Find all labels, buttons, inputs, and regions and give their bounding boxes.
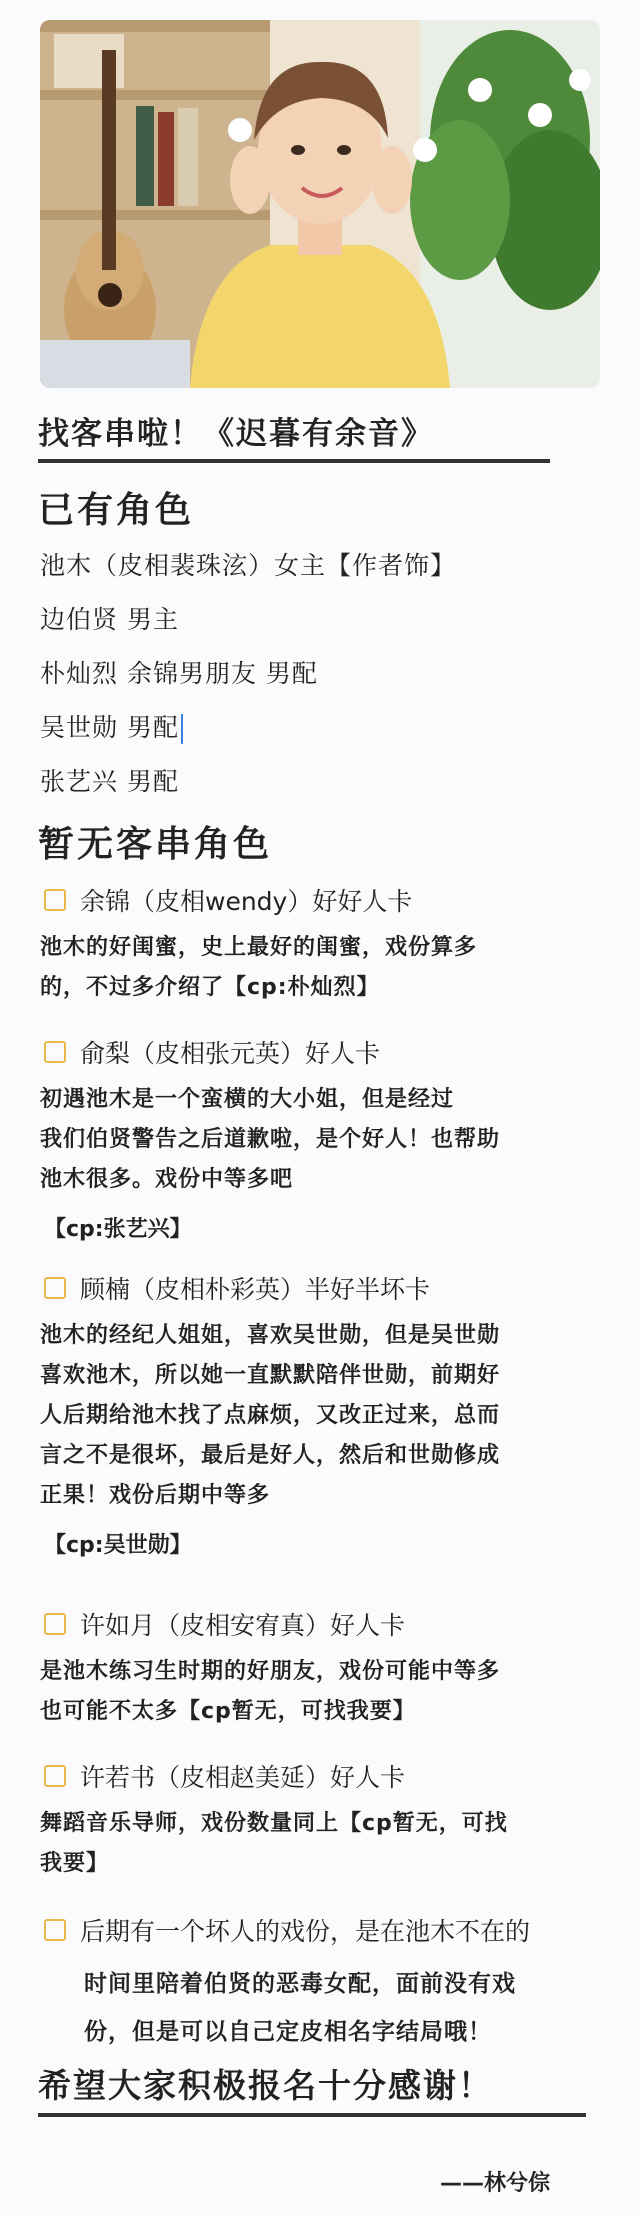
role-description (84, 1960, 604, 2056)
checkbox[interactable] (44, 1919, 66, 1941)
existing-role-line (40, 708, 183, 744)
desc-line: 言之不是很坏，最后是好人，然后和世勋修成 (40, 1443, 501, 1468)
existing-role-line: 朴灿烈 余锦男朋友 男配 (40, 659, 318, 688)
role-label: 顾楠（皮相朴彩英）半好半坏卡 (80, 1275, 431, 1304)
desc-line: 池木的好闺蜜，史上最好的闺蜜，戏份算多 (40, 935, 478, 960)
desc-line: 时间里陪着伯贤的恶毒女配，面前没有戏 (84, 1971, 516, 1997)
page-title: 找客串啦！《迟暮有余音》 (38, 408, 550, 463)
role-description (40, 1652, 600, 1732)
closing-message: 希望大家积极报名十分感谢！ (38, 2060, 586, 2117)
cover-photo (40, 20, 600, 388)
desc-line: 我们伯贤警告之后道歉啦，是个好人！也帮助 (40, 1127, 501, 1152)
desc-line: 初遇池木是一个蛮横的大小姐，但是经过 (40, 1087, 455, 1112)
desc-line: 正果！戏份后期中等多 (40, 1483, 271, 1508)
role-option[interactable] (44, 1606, 405, 1642)
existing-role-line: 边伯贤 男主 (40, 605, 179, 634)
role-label: 后期有一个坏人的戏份，是在池木不在的 (80, 1917, 531, 1946)
cp-note: 【cp:吴世勋】 (44, 1533, 192, 1558)
desc-line: 也可能不太多【cp暂无，可找我要】 (40, 1699, 416, 1724)
checkbox[interactable] (44, 1613, 66, 1635)
role-description (40, 1080, 600, 1200)
desc-line: 的，不过多介绍了【cp:朴灿烈】 (40, 975, 380, 1000)
checkbox[interactable] (44, 889, 66, 911)
desc-line: 我要】 (40, 1851, 110, 1876)
role-label: 许如月（皮相安宥真）好人卡 (80, 1611, 406, 1640)
desc-line: 喜欢池木，所以她一直默默陪伴世勋，前期好 (40, 1363, 501, 1388)
checkbox[interactable] (44, 1277, 66, 1299)
desc-line: 舞蹈音乐导师，戏份数量同上【cp暂无，可找 (40, 1811, 508, 1836)
cp-note: 【cp:张艺兴】 (44, 1217, 192, 1242)
checkbox[interactable] (44, 1041, 66, 1063)
role-description (40, 928, 600, 1008)
cover-illustration (40, 20, 600, 388)
desc-line: 是池木练习生时期的好朋友，戏份可能中等多 (40, 1659, 501, 1684)
role-option[interactable] (44, 1270, 430, 1306)
role-option[interactable] (44, 1034, 380, 1070)
checkbox[interactable] (44, 1765, 66, 1787)
existing-roles-heading: 已有角色 (38, 490, 195, 531)
signature: ——林兮倧 (440, 2171, 551, 2196)
role-label: 许若书（皮相赵美延）好人卡 (80, 1763, 406, 1792)
open-roles-heading: 暂无客串角色 (38, 824, 273, 865)
text-cursor (181, 714, 183, 744)
role-option[interactable] (44, 1912, 530, 1948)
existing-role-line: 池木（皮相裴珠泫）女主【作者饰】 (40, 551, 457, 580)
role-label: 余锦（皮相wendy）好好人卡 (80, 887, 413, 916)
role-description (40, 1804, 600, 1884)
role-option[interactable] (44, 1758, 405, 1794)
role-description (40, 1316, 600, 1516)
role-option[interactable] (44, 882, 412, 918)
desc-line: 池木很多。戏份中等多吧 (40, 1167, 294, 1192)
desc-line: 份，但是可以自己定皮相名字结局哦！ (84, 2019, 492, 2045)
existing-role-text: 吴世勋 男配 (40, 713, 179, 742)
role-label: 俞梨（皮相张元英）好人卡 (80, 1039, 381, 1068)
desc-line: 人后期给池木找了点麻烦，又改正过来，总而 (40, 1403, 501, 1428)
existing-role-line: 张艺兴 男配 (40, 767, 179, 796)
desc-line: 池木的经纪人姐姐，喜欢吴世勋，但是吴世勋 (40, 1323, 501, 1348)
